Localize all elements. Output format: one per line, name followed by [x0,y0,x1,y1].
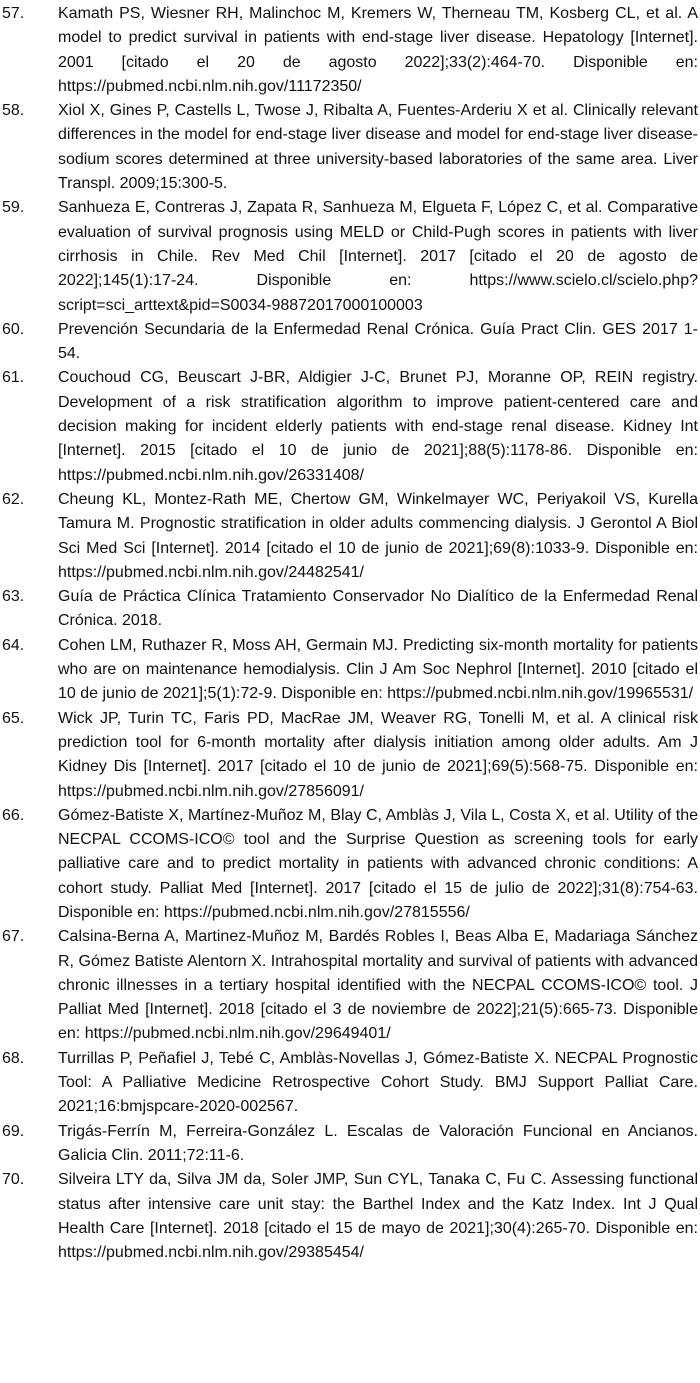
reference-item [0,1047,700,1120]
reference-number: 63. [2,588,25,606]
reference-item [0,1120,700,1169]
reference-number: 65. [2,709,25,727]
reference-text: Cohen LM, Ruthazer R, Moss AH, Germain MJ. Predicting six-month mortality for patients who are on maintenance hemodialysis. Clin J Am Soc Nephrol [Internet]. 2010 [citado el 10 de junio de 2021];5(1):72-9. Disponible en: https://pubmed.ncbi.nlm.nih.gov/19965531/ [58,636,698,703]
reference-number: 57. [2,5,25,22]
reference-text: Couchoud CG, Beuscart J-BR, Aldigier J-C, Brunet PJ, Moranne OP, REIN registry. Development of a risk stratification algorithm to improve patient-centered care and decision making for incident elderly patients with end-stage renal disease. Kidney Int [Internet]. 2015 [citado el 10 de junio de 2021];88(5):1178-86. Disponible en: https://pubmed.ncbi.nlm.nih.gov/26331408/ [58,369,698,484]
reference-item [0,366,700,487]
reference-number: 62. [2,490,25,508]
reference-number: 58. [2,102,25,120]
reference-number: 59. [2,199,25,217]
reference-number: 61. [2,369,25,387]
reference-text: Wick JP, Turin TC, Faris PD, MacRae JM, Weaver RG, Tonelli M, et al. A clinical risk prediction tool for 6-month mortality after dialysis initiation among older adults. Am J Kidney Dis [Internet]. 2017 [citado el 10 de junio de 2021];69(5):568-75. Disponible en: https://pubmed.ncbi.nlm.nih.gov/27856091/ [58,709,698,800]
reference-text: Sanhueza E, Contreras J, Zapata R, Sanhueza M, Elgueta F, López C, et al. Comparative evaluation of survival prognosis using MELD or Child-Pugh scores in patients with liver cirrhosis in Chile. Rev Med Chil [Internet]. 2017 [citado el 20 de agosto de 2022];145(1):17-24. Disponible en: https://www.scielo.cl/scielo.php?script=sci_arttext&pid=S0034-98872017000100003 [58,199,698,314]
reference-item [0,488,700,585]
reference-text: Cheung KL, Montez-Rath ME, Chertow GM, Winkelmayer WC, Periyakoil VS, Kurella Tamura M. Prognostic stratification in older adults commencing dialysis. J Gerontol A Biol Sci Med Sci [Internet]. 2014 [citado el 10 de junio de 2021];69(8):1033-9. Disponible en: https://pubmed.ncbi.nlm.nih.gov/24482541/ [58,490,698,581]
reference-list [0,2,700,1265]
reference-text: Gómez-Batiste X, Martínez-Muñoz M, Blay C, Amblàs J, Vila L, Costa X, et al. Utility of the NECPAL CCOMS-ICO© tool and the Surprise Question as screening tools for early palliative care and to predict mortality in patients with advanced chronic conditions: A cohort study. Palliat Med [Internet]. 2017 [citado el 15 de julio de 2022];31(8):754-63. Disponible en: https://pubmed.ncbi.nlm.nih.gov/27815556/ [58,806,698,921]
reference-number: 60. [2,320,25,338]
reference-text: Turrillas P, Peñafiel J, Tebé C, Amblàs-Novellas J, Gómez-Batiste X. NECPAL Prognostic Tool: A Palliative Medicine Retrospective Cohort Study. BMJ Support Palliat Care. 2021;16:bmjspcare-2020-002567. [58,1049,698,1116]
reference-item [0,318,700,367]
reference-text: Silveira LTY da, Silva JM da, Soler JMP, Sun CYL, Tanaka C, Fu C. Assessing functional status after intensive care unit stay: the Barthel Index and the Katz Index. Int J Qual Health Care [Internet]. 2018 [citado el 15 de mayo de 2021];30(4):265-70. Disponible en: https://pubmed.ncbi.nlm.nih.gov/29385454/ [58,1171,698,1262]
reference-number: 69. [2,1122,25,1140]
reference-number: 68. [2,1049,25,1067]
reference-text: Trigás-Ferrín M, Ferreira-González L. Escalas de Valoración Funcional en Ancianos. Galicia Clin. 2011;72:11-6. [58,1122,698,1164]
reference-item [0,2,700,99]
reference-item [0,634,700,707]
reference-item [0,99,700,196]
reference-number: 66. [2,806,25,824]
reference-item [0,804,700,925]
reference-item [0,707,700,804]
reference-item [0,196,700,317]
reference-item [0,585,700,634]
reference-number: 64. [2,636,25,654]
reference-item [0,925,700,1046]
reference-text: Guía de Práctica Clínica Tratamiento Conservador No Dialítico de la Enfermedad Renal Crónica. 2018. [58,588,698,630]
document-page [0,2,700,1265]
reference-number: 70. [2,1171,25,1189]
reference-item [0,1168,700,1265]
reference-text: Prevención Secundaria de la Enfermedad Renal Crónica. Guía Pract Clin. GES 2017 1-54. [58,320,698,363]
reference-number: 67. [2,928,25,946]
reference-text: Xiol X, Gines P, Castells L, Twose J, Ribalta A, Fuentes-Arderiu X et al. Clinically relevant differences in the model for end-stage liver disease and model for end-stage liver disease-sodium scores determined at three university-based laboratories of the same area. Liver Transpl. 2009;15:300-5. [58,102,698,193]
reference-text: Kamath PS, Wiesner RH, Malinchoc M, Kremers W, Therneau TM, Kosberg CL, et al. A model to predict survival in patients with end-stage liver disease. Hepatology [Internet]. 2001 [citado el 20 de agosto 2022];33(2):464-70. Disponible en: https://pubmed.ncbi.nlm.nih.gov/11172350/ [58,5,698,95]
reference-text: Calsina-Berna A, Martinez-Muñoz M, Bardés Robles I, Beas Alba E, Madariaga Sánchez R, Gómez Batiste Alentorn X. Intrahospital mortality and survival of patients with advanced chronic illnesses in a tertiary hospital identified with the NECPAL CCOMS-ICO© tool. J Palliat Med [Internet]. 2018 [citado el 3 de noviembre de 2022];21(5):665-73. Disponible en: https://pubmed.ncbi.nlm.nih.gov/29649401/ [58,928,698,1043]
